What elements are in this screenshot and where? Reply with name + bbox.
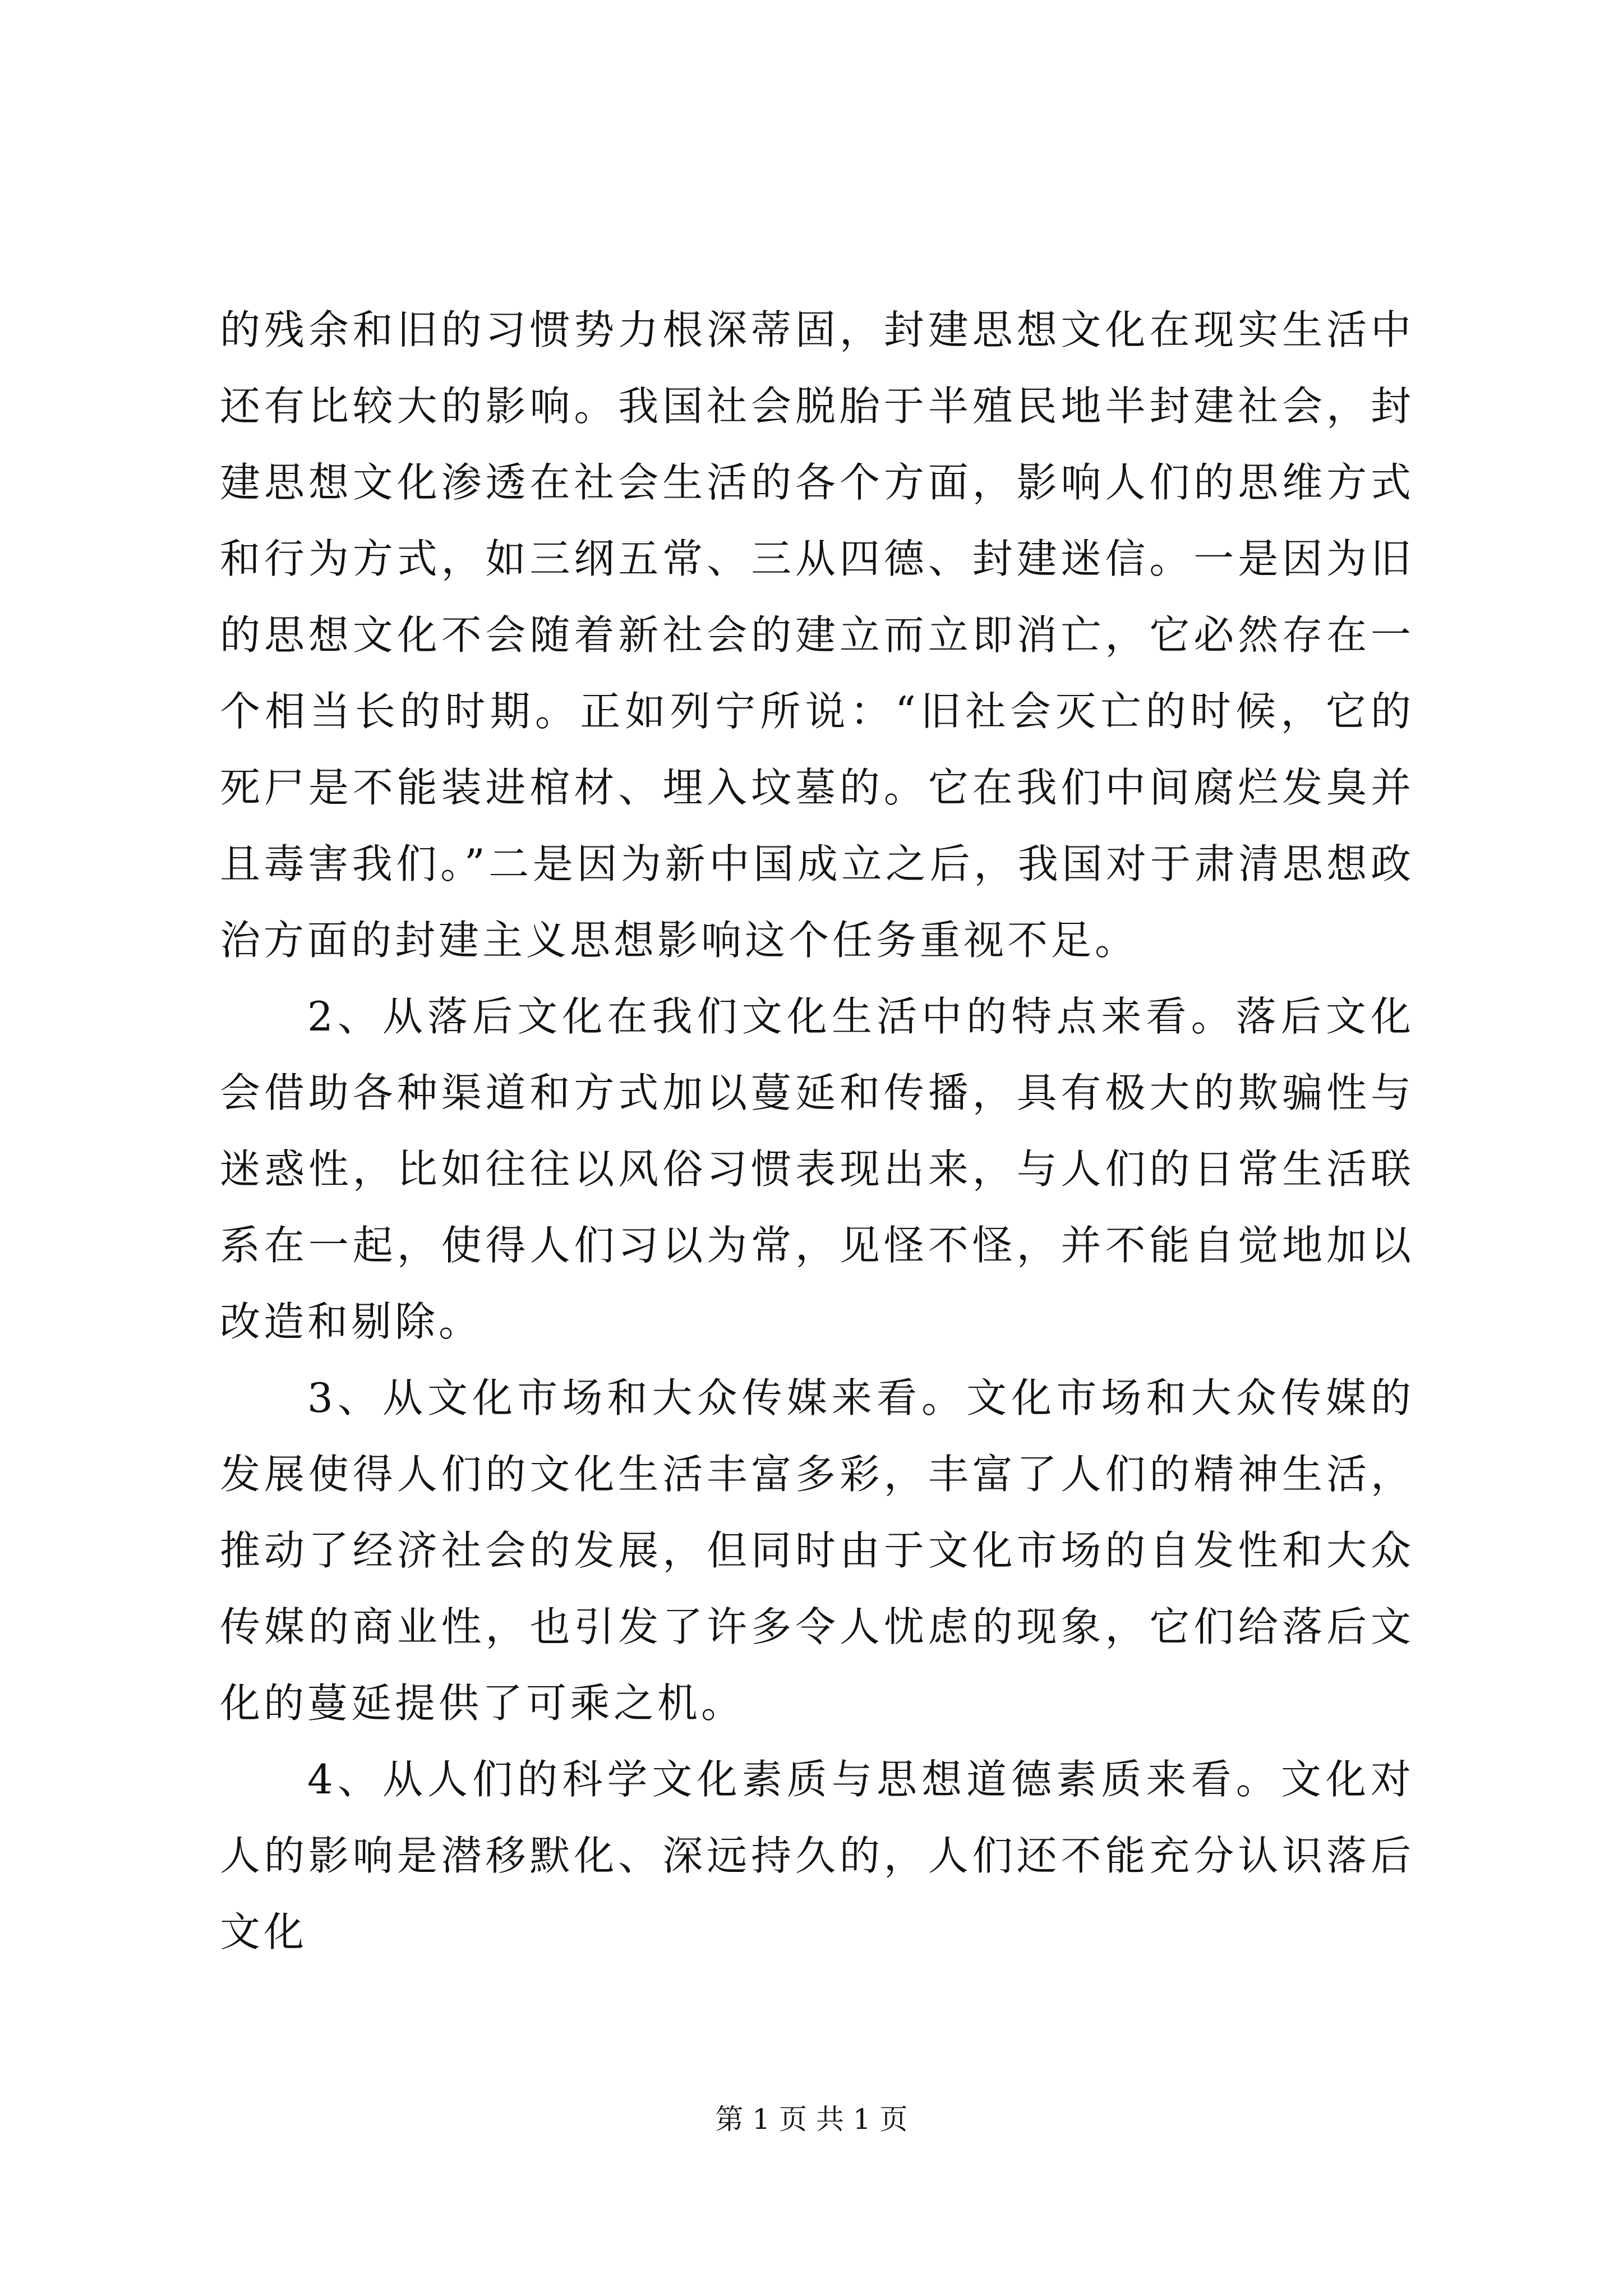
paragraph-point-4: 4、从人们的科学文化素质与思想道德素质来看。文化对人的影响是潜移默化、深远持久的，人们还不能充分认识落后文化 (220, 1756, 1414, 1955)
paragraph-point-3: 3、从文化市场和大众传媒来看。文化市场和大众传媒的发展使得人们的文化生活丰富多彩，丰富了人们的精神生活，推动了经济社会的发展，但同时由于文化市场的自发性和大众传媒的商业性，也引发了许多令人忧虑的现象，它们给落后文化的蔓延提供了可乘之机。 (220, 1374, 1414, 1727)
body-text (220, 292, 1414, 1970)
paragraph-continuation: 的残余和旧的习惯势力根深蒂固，封建思想文化在现实生活中还有比较大的影响。我国社会脱胎于半殖民地半封建社会，封建思想文化渗透在社会生活的各个方面，影响人们的思维方式和行为方式，如三纲五常、三从四德、封建迷信。一是因为旧的思想文化不会随着新社会的建立而立即消亡，它必然存在一个相当长的时期。正如列宁所说：“旧社会灭亡的时候，它的死尸是不能装进棺材、埋入坟墓的。它在我们中间腐烂发臭并且毒害我们。”二是因为新中国成立之后，我国对于肃清思想政治方面的封建主义思想影响这个任务重视不足。 (220, 306, 1414, 964)
paragraph-point-2: 2、从落后文化在我们文化生活中的特点来看。落后文化会借助各种渠道和方式加以蔓延和传播，具有极大的欺骗性与迷惑性，比如往往以风俗习惯表现出来，与人们的日常生活联系在一起，使得人们习以为常，见怪不怪，并不能自觉地加以改造和剔除。 (220, 993, 1414, 1345)
page-footer: 第 1 页 共 1 页 (715, 2103, 908, 2136)
